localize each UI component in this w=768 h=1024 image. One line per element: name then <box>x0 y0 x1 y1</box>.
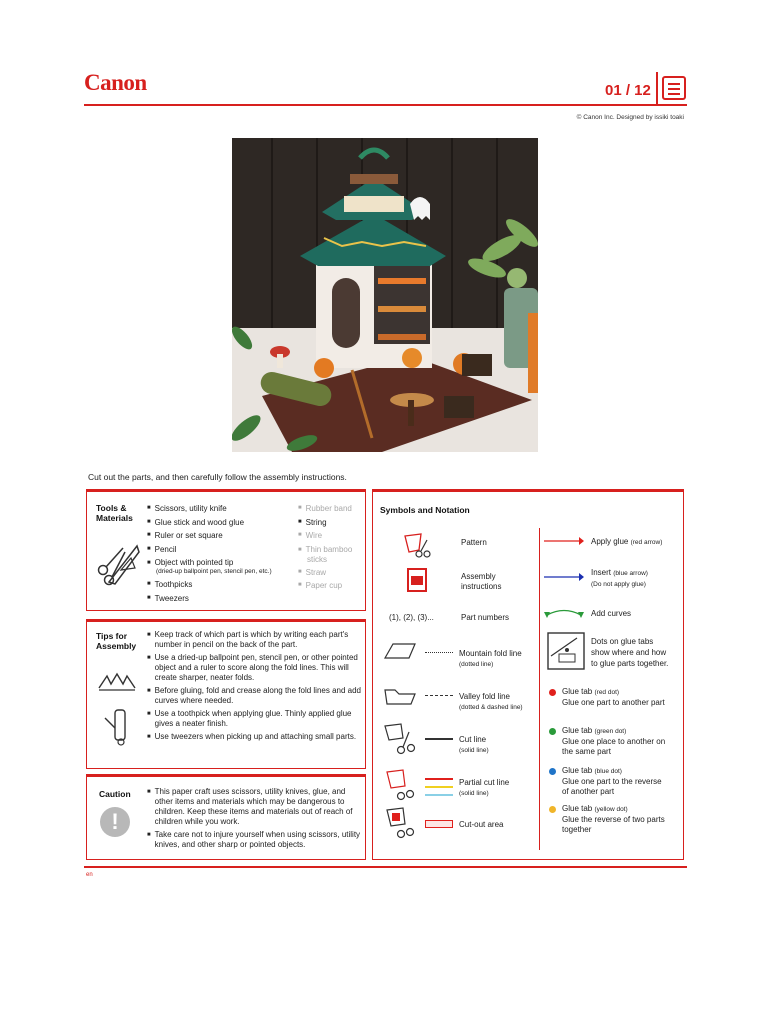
material-item: ■ Thin bamboo <box>298 545 352 555</box>
partial-cut-red <box>425 778 453 780</box>
footer-rule <box>84 866 687 868</box>
cutout-area-sample <box>425 820 453 828</box>
apply-glue-label: Apply glue (red arrow) <box>591 537 663 546</box>
symbols-panel <box>372 489 684 860</box>
tip-item: ■ Use a toothpick when applying glue. Thinly applied glue gives a neater finish. <box>147 709 363 729</box>
tools-materials-panel <box>86 489 366 611</box>
material-item-cont: sticks <box>307 554 327 564</box>
tip-item: ■ Before gluing, fold and crease along the fold lines and add curves where needed. <box>147 686 363 706</box>
partial-cut-cyan <box>425 794 453 796</box>
product-photo <box>232 138 538 452</box>
partial-cut-icon <box>385 768 415 802</box>
hands-folding-icon <box>97 670 137 694</box>
symbols-title: Symbols and Notation <box>380 505 470 515</box>
tool-item: ■ Ruler or set square <box>147 529 272 543</box>
pattern-icon <box>403 532 433 560</box>
add-curves-label: Add curves <box>591 609 632 618</box>
caution-item: ■ Take care not to injure yourself when using scissors, utility knives, and other sharp or pointed objects. <box>147 830 363 850</box>
part-numbers-sample: (1), (2), (3)... <box>389 613 434 622</box>
tip-item: ■ Use tweezers when picking up and attaching small parts. <box>147 732 363 742</box>
tool-item: ■ Pencil <box>147 543 272 557</box>
tool-item: ■ Toothpicks <box>147 578 272 592</box>
document-icon <box>662 76 686 100</box>
dots-glue-tabs-label: Dots on glue tabs show where and how to glue parts together. <box>591 637 669 668</box>
tool-item: ■ Scissors, utility knife <box>147 502 272 516</box>
yellow-glue-tab-label: Glue tab (yellow dot) Glue the reverse of two parts together <box>562 804 665 834</box>
column-divider <box>539 528 540 850</box>
insert-label: Insert (blue arrow) (Do not apply glue) <box>591 568 648 588</box>
yellow-dot-icon <box>549 806 556 813</box>
partial-cut-yellow <box>425 786 453 788</box>
material-item: ■ Paper cup <box>298 579 352 593</box>
add-curves-arrow <box>543 606 585 620</box>
tool-item: ■ Glue stick and wood glue <box>147 516 272 530</box>
red-dot-icon <box>549 689 556 696</box>
part-numbers-label: Part numbers <box>461 613 510 622</box>
tool-note: (dried-up ballpoint pen, stencil pen, etc.) <box>156 568 272 575</box>
valley-fold-icon <box>383 686 417 706</box>
canon-logo: Canon <box>84 70 147 95</box>
tips-title: Tips for Assembly <box>96 631 137 651</box>
exclamation-icon: ! <box>100 807 130 837</box>
pattern-label: Pattern <box>461 538 487 547</box>
mountain-fold-line <box>425 652 453 653</box>
caution-panel <box>86 774 366 860</box>
cut-scissors-icon <box>383 722 417 756</box>
assembly-label: Assembly instructions <box>461 572 502 591</box>
apply-glue-arrow <box>543 536 585 546</box>
mountain-fold-icon <box>383 642 417 660</box>
material-item: ■ Straw <box>298 566 352 580</box>
assembly-instructions-icon <box>407 568 427 592</box>
tips-panel <box>86 619 366 769</box>
material-item: ■ Rubber band <box>298 502 352 516</box>
mountain-fold-label: Mountain fold line (dotted line) <box>459 649 522 668</box>
cutout-label: Cut-out area <box>459 820 504 829</box>
extra-materials-list <box>298 502 352 593</box>
copyright: © Canon Inc. Designed by issiki toaki <box>576 114 684 121</box>
header-rule <box>84 104 687 106</box>
red-glue-tab-label: Glue tab (red dot) Glue one part to another part <box>562 687 665 707</box>
page-number: 01 / 12 <box>605 82 651 99</box>
blue-dot-icon <box>549 768 556 775</box>
caution-list <box>147 787 363 853</box>
tip-item: ■ Keep track of which part is which by writing each part's number in pencil on the back of the part. <box>147 630 363 650</box>
green-glue-tab-label: Glue tab (green dot) Glue one place to another on the same part <box>562 726 666 756</box>
green-dot-icon <box>549 728 556 735</box>
material-item: ■ Wire <box>298 529 352 543</box>
cut-line-sample <box>425 738 453 740</box>
language-code: en <box>86 872 93 878</box>
tool-item: ■ Tweezers <box>147 592 272 606</box>
cut-line-label: Cut line (solid line) <box>459 735 489 754</box>
header-divider <box>656 72 658 104</box>
caution-item: ■ This paper craft uses scissors, utility knives, glue, and other items and materials which may be dangerous to children. Keep these items and materials out of reach of children while you work. <box>147 787 363 827</box>
valley-fold-line <box>425 695 453 696</box>
tools-title: Tools & Materials <box>96 503 133 523</box>
glue-tab-diagram-icon <box>547 632 585 670</box>
valley-fold-label: Valley fold line (dotted & dashed line) <box>459 692 523 711</box>
cutout-icon <box>385 806 415 840</box>
toothpick-glue-icon <box>101 706 133 746</box>
tool-item: ■ Object with pointed tip <box>147 558 272 568</box>
tip-item: ■ Use a dried-up ballpoint pen, stencil pen, or other pointed object and a ruler to score along the fold lines. This will create sharper, neater folds. <box>147 653 363 683</box>
tips-list <box>147 630 363 745</box>
material-item: ■ String <box>298 516 352 530</box>
insert-arrow <box>543 572 585 582</box>
partial-cut-label: Partial cut line (solid line) <box>459 778 510 797</box>
scissors-ruler-icon <box>95 540 141 586</box>
tools-list <box>147 502 272 605</box>
instruction-text: Cut out the parts, and then carefully follow the assembly instructions. <box>88 472 347 482</box>
caution-title: Caution <box>99 789 131 799</box>
blue-glue-tab-label: Glue tab (blue dot) Glue one part to the reverse of another part <box>562 766 662 796</box>
